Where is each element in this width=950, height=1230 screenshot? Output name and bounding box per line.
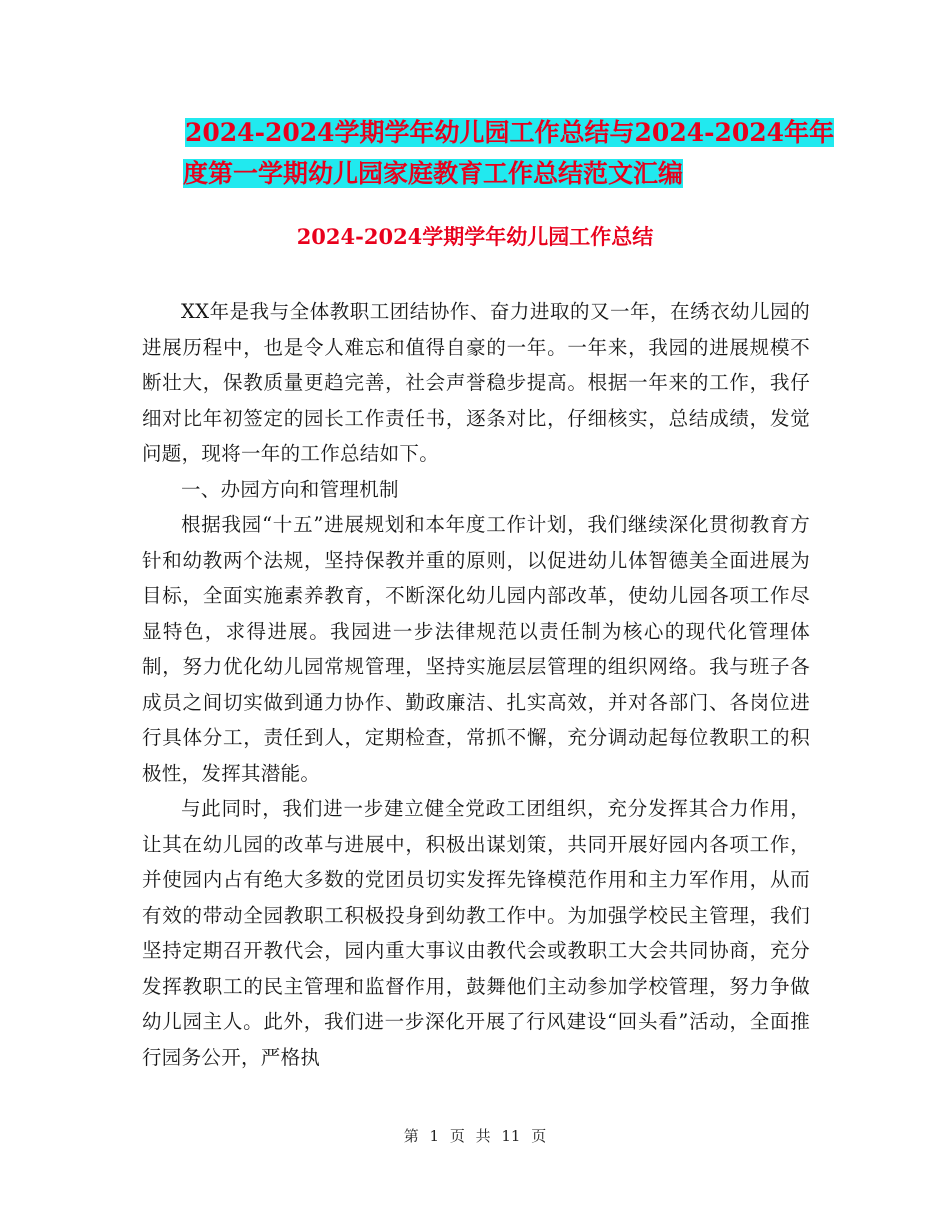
paragraph-organization: 与此同时，我们进一步建立健全党政工团组织，充分发挥其合力作用，让其在幼儿园的改革与进展中，积极出谋划策，共同开展好园内各项工作，并使园内占有绝大多数的党团员切实发挥先锋模范作用和主力军作用，从而有效的带动全园教职工积极投身到幼教工作中。为加强学校民主管理，我们坚持定期召开教代会，园内重大事议由教代会或教职工大会共同协商，充分发挥教职工的民主管理和监督作用，鼓舞他们主动参加学校管理，努力争做幼儿园主人。此外，我们进一步深化开展了行风建设“回头看”活动，全面推行园务公开，严格执 — [142, 797, 810, 1069]
paragraph-intro: XX年是我与全体教职工团结协作、奋力进取的又一年，在绣衣幼儿园的进展历程中，也是令人难忘和值得自豪的一年。一年来，我园的进展规模不断壮大，保教质量更趋完善，社会声誉稳步提高。根据一年来的工作，我仔细对比年初签定的园长工作责任书，逐条对比，仔细核实，总结成绩，发觉问题，现将一年的工作总结如下。 — [142, 300, 810, 465]
page-footer: 第 1 页 共 11 页 — [403, 1127, 547, 1145]
section-title: 2024-2024学期学年幼儿园工作总结 — [296, 224, 654, 249]
document-title-line-1 — [140, 112, 835, 153]
document-title — [140, 112, 835, 194]
section-heading-management: 一、办园方向和管理机制 — [181, 477, 399, 501]
document-body — [142, 294, 810, 1075]
title-highlight-2: 度第一学期幼儿园家庭教育工作总结范文汇编 — [183, 159, 684, 188]
document-title-line-2 — [140, 153, 830, 194]
paragraph-management: 根据我园“十五”进展规划和本年度工作计划，我们继续深化贯彻教育方针和幼教两个法规，坚持保教并重的原则，以促进幼儿体智德美全面进展为目标，全面实施素养教育，不断深化幼儿园内部改革，使幼儿园各项工作尽显特色，求得进展。我园进一步法律规范以责任制为核心的现代化管理体制，努力优化幼儿园常规管理，坚持实施层层管理的组织网络。我与班子各成员之间切实做到通力协作、勤政廉洁、扎实高效，并对各部门、各岗位进行具体分工，责任到人，定期检查，常抓不懈，充分调动起每位教职工的积极性，发挥其潜能。 — [142, 513, 810, 785]
title-highlight-1: 2024-2024学期学年幼儿园工作总结与2024-2024年年 — [185, 118, 835, 147]
